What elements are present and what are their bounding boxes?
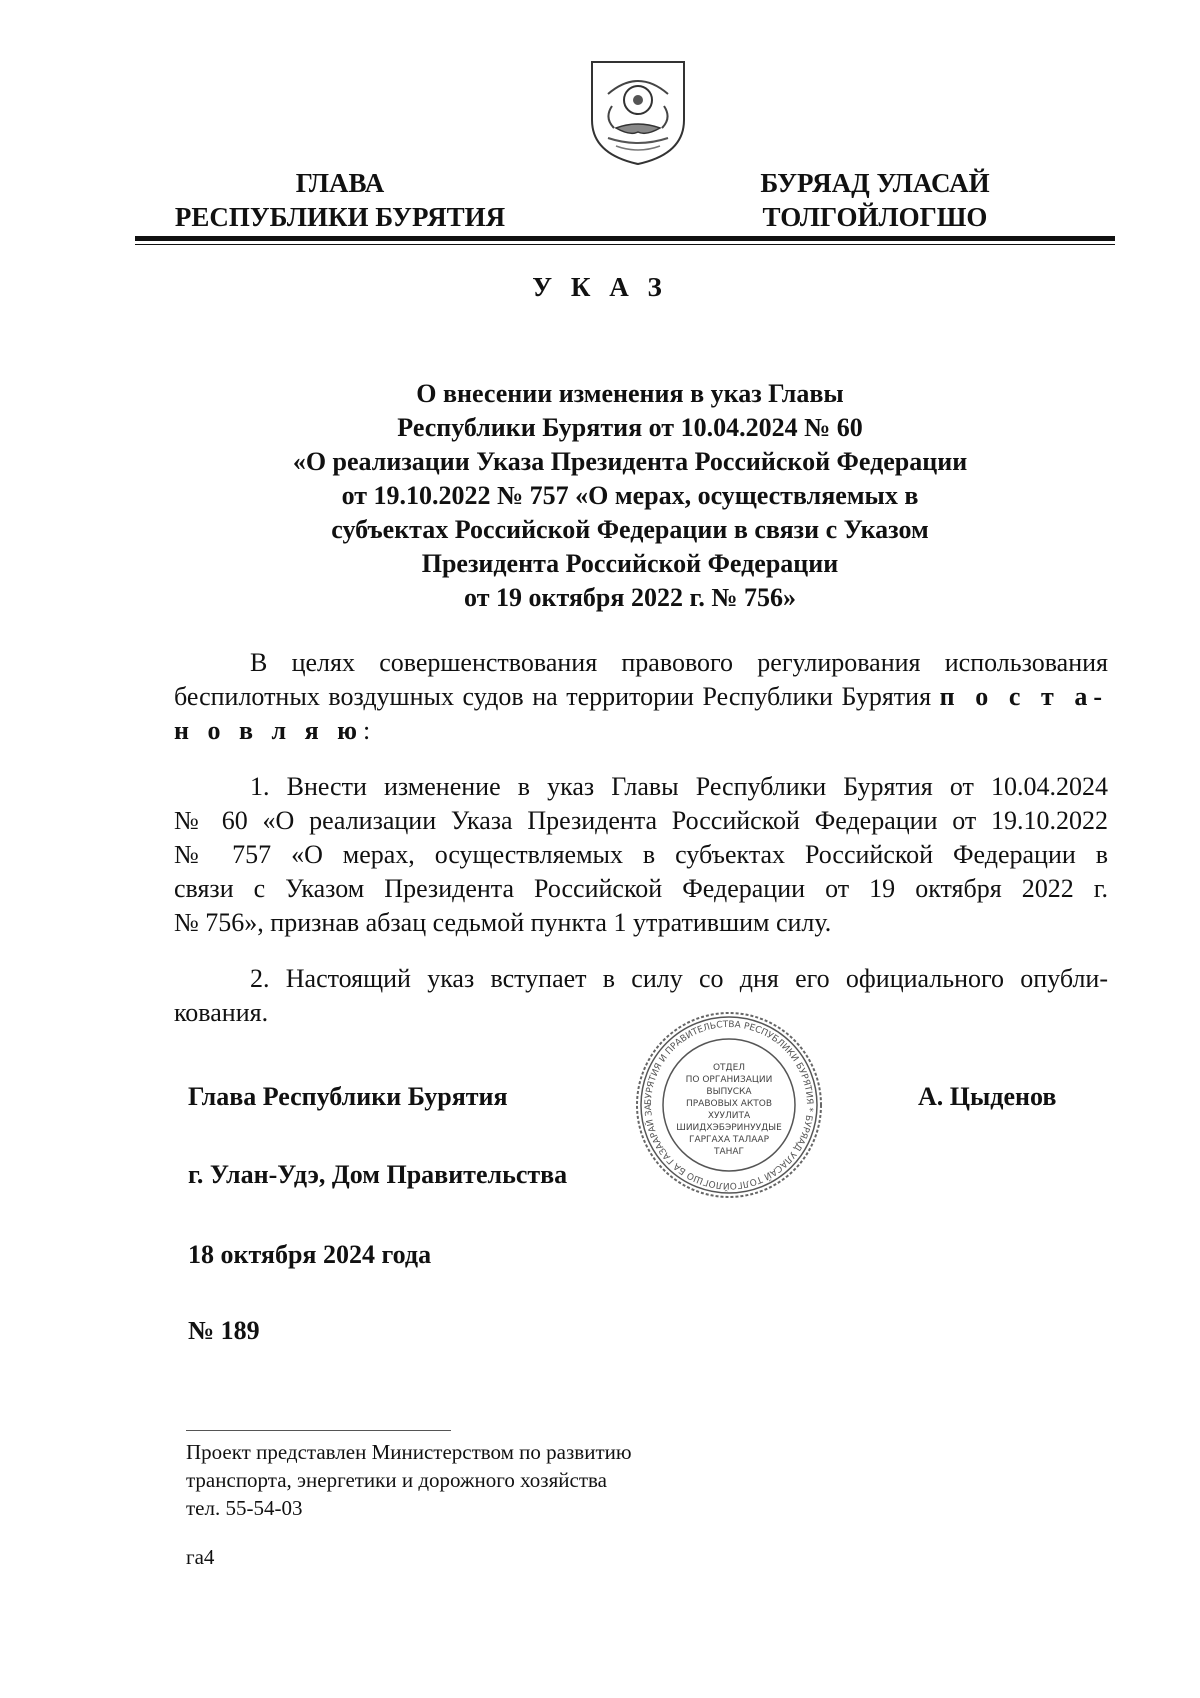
- signatory-position: Глава Республики Бурятия: [188, 1082, 508, 1111]
- item-1-paragraph: [174, 770, 1108, 940]
- seal-text-line: ОТДЕЛ: [712, 1063, 746, 1073]
- header-right: [730, 166, 1020, 234]
- item-1-line: 1. Внести изменение в указ Главы Республики Бурятия от 10.04.2024: [250, 772, 1108, 801]
- title-line: «О реализации Указа Президента Российской Федерации: [292, 447, 968, 476]
- document-type: У К А З: [532, 272, 668, 302]
- title-line: от 19.10.2022 № 757 «О мерах, осуществляемых в: [341, 481, 919, 510]
- document-title: [200, 377, 1060, 615]
- seal-text-line: ХУУЛИТА: [707, 1111, 751, 1121]
- header-right-line2: ТОЛГОЙЛОГШО: [762, 202, 988, 232]
- title-line: субъектах Российской Федерации в связи с Указом: [331, 515, 929, 544]
- decree-number: № 189: [188, 1316, 260, 1345]
- seal-ring-text: БУРЯТИЯ И ПРАВИТЕЛЬСТВА РЕСПУБЛИКИ БУРЯТИЯ * БУРЯАД УЛАСАЙ ТОЛГОЙЛОГШО БА ГАЗААРАЙ ЗА: [643, 1019, 815, 1191]
- footnote-line: Проект представлен Министерством по развитию: [186, 1440, 632, 1464]
- seal-text-line: ПО ОРГАНИЗАЦИИ: [685, 1075, 773, 1085]
- title-line: О внесении изменения в указ Главы: [416, 379, 844, 408]
- preamble-line-3: [174, 714, 1108, 748]
- item-1-line: № 756», признав абзац седьмой пункта 1 утратившим силу.: [174, 908, 832, 937]
- header-left-line1: ГЛАВА: [295, 168, 385, 198]
- title-line: Республики Бурятия от 10.04.2024 № 60: [397, 413, 863, 442]
- item-1-line: связи с Указом Президента Российской Федерации от 19 октября 2022 г.: [174, 874, 1108, 903]
- header-divider-thin: [135, 244, 1115, 245]
- header-divider-thick: [135, 236, 1115, 241]
- seal-text-line: ГАРГАХА ТАЛААР: [688, 1135, 770, 1145]
- item-2-line: 2. Настоящий указ вступает в силу со дня его официального опубли-: [250, 964, 1108, 993]
- seal-text-line: ТАНАГ: [713, 1147, 745, 1157]
- preamble-decree-word-part2: н о в л я ю: [174, 716, 364, 745]
- seal-text-line: ШИИДХЭБЭРИНУУДЫЕ: [676, 1123, 782, 1133]
- header-left: [160, 166, 520, 234]
- preamble-line-1: В целях совершенствования правового регулирования использования: [250, 648, 1108, 677]
- title-line: Президента Российской Федерации: [421, 549, 839, 578]
- footnote-divider: [186, 1430, 451, 1431]
- footnote-line: транспорта, энергетики и дорожного хозяйства: [186, 1468, 607, 1492]
- footnote-line: тел. 55-54-03: [186, 1496, 303, 1520]
- signing-date: 18 октября 2024 года: [188, 1240, 432, 1269]
- header-right-line1: БУРЯАД УЛАСАЙ: [760, 168, 990, 198]
- preamble-decree-word-part1: п о с т а-: [939, 682, 1108, 711]
- seal-text-line: ВЫПУСКА: [706, 1087, 752, 1097]
- title-line: от 19 октября 2022 г. № 756»: [464, 583, 796, 612]
- signing-place: г. Улан-Удэ, Дом Правительства: [188, 1160, 568, 1189]
- item-2-line: кования.: [174, 998, 269, 1027]
- item-1-line: № 757 «О мерах, осуществляемых в субъектах Российской Федерации в: [174, 840, 1108, 869]
- document-code: га4: [186, 1545, 215, 1569]
- header-left-line2: РЕСПУБЛИКИ БУРЯТИЯ: [174, 202, 506, 232]
- preamble-line-2-text: беспилотных воздушных судов на территории Республики Бурятия: [174, 682, 940, 711]
- preamble-line-3-tail: :: [363, 716, 371, 745]
- preamble-line-2: [174, 680, 1108, 714]
- signatory-name: А. Цыденов: [918, 1082, 1057, 1111]
- seal-text-line: ПРАВОВЫХ АКТОВ: [685, 1099, 773, 1109]
- item-1-line: № 60 «О реализации Указа Президента Российской Федерации от 19.10.2022: [174, 806, 1108, 835]
- coat-of-arms-icon: [586, 58, 690, 168]
- footnote: [186, 1438, 886, 1522]
- official-seal: [634, 1010, 824, 1200]
- preamble-paragraph: [174, 646, 1108, 748]
